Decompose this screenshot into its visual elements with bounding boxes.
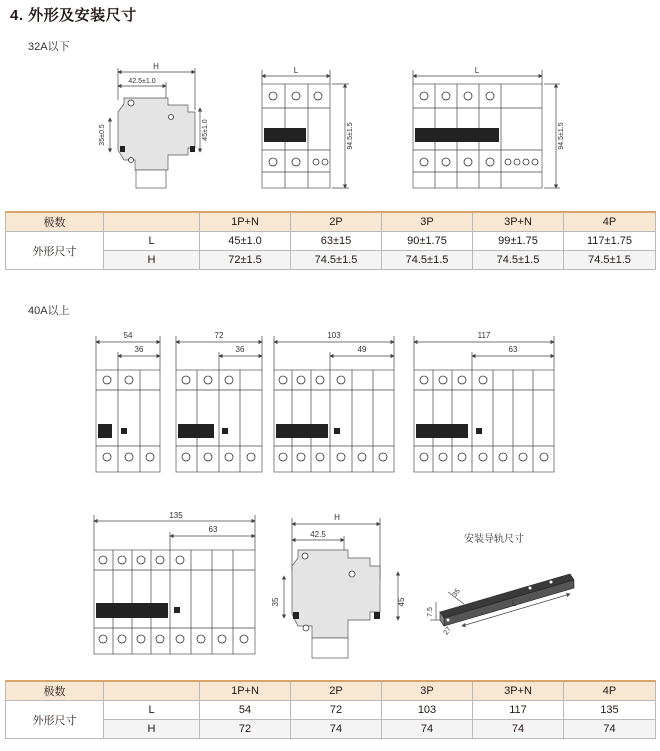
cell: 74.5±1.5 xyxy=(382,251,473,270)
dim-l-2: L xyxy=(474,66,480,75)
cell: 54 xyxy=(200,701,291,720)
header-2p: 2P xyxy=(291,681,382,701)
dim-63-a: 63 xyxy=(508,345,518,354)
dim-45: 45±1.0 xyxy=(202,119,209,141)
dim-36-a: 36 xyxy=(134,345,144,354)
dim-h: H xyxy=(153,62,159,71)
cell: 72 xyxy=(291,701,382,720)
spec-table-40a xyxy=(5,680,656,739)
header-3pn: 3P+N xyxy=(473,681,564,701)
dim-135: 135 xyxy=(169,511,183,520)
drawings-32a xyxy=(0,0,660,205)
cell: 99±1.75 xyxy=(473,232,564,251)
cell: 74 xyxy=(564,720,656,739)
row-param: H xyxy=(104,720,200,739)
cell: 135 xyxy=(564,701,656,720)
row-param: L xyxy=(104,701,200,720)
front-view-135 xyxy=(94,515,255,654)
dim-945-2: 94.5±1.5 xyxy=(558,122,565,150)
dim-945-1: 94.5±1.5 xyxy=(347,122,354,150)
table-row xyxy=(6,701,656,720)
dim-l-1: L xyxy=(293,66,299,75)
front-view-117 xyxy=(414,336,554,472)
rail-dim-35: 35 xyxy=(451,587,462,599)
spec-table-32a xyxy=(5,211,656,270)
dim-117: 117 xyxy=(477,331,491,340)
table-row xyxy=(6,720,656,739)
row-param: H xyxy=(104,251,200,270)
header-4p: 4P xyxy=(564,681,656,701)
dim-103: 103 xyxy=(327,331,341,340)
dim-54: 54 xyxy=(123,331,133,340)
cell: 74.5±1.5 xyxy=(291,251,382,270)
front-view-54 xyxy=(96,336,160,472)
header-1pn: 1P+N xyxy=(200,681,291,701)
row-group-label: 外形尺寸 xyxy=(6,701,104,739)
header-3p: 3P xyxy=(382,212,473,232)
cell: 74 xyxy=(291,720,382,739)
table-row xyxy=(6,251,656,270)
dim-35-40a: 35 xyxy=(271,597,280,607)
header-2p: 2P xyxy=(291,212,382,232)
cell: 45±1.0 xyxy=(200,232,291,251)
table-header-row xyxy=(6,681,656,701)
din-rail-drawing xyxy=(430,574,574,626)
header-3p: 3P xyxy=(382,681,473,701)
header-4p: 4P xyxy=(564,212,656,232)
dim-425-40a: 42.5 xyxy=(310,530,326,539)
dim-63-b: 63 xyxy=(208,525,218,534)
cell: 63±15 xyxy=(291,232,382,251)
rail-dim-75: 7.5 xyxy=(427,607,434,617)
dim-425: 42.5±1.0 xyxy=(128,78,156,85)
cell: 74.5±1.5 xyxy=(473,251,564,270)
table-row xyxy=(6,232,656,251)
cell: 74 xyxy=(382,720,473,739)
cell: 74 xyxy=(473,720,564,739)
header-1pn: 1P+N xyxy=(200,212,291,232)
section-32a-label: 32A以下 xyxy=(28,41,70,53)
cell: 72±1.5 xyxy=(200,251,291,270)
dim-h-40a: H xyxy=(334,513,340,522)
table-header-row xyxy=(6,212,656,232)
front-view-72 xyxy=(176,336,262,472)
section-40a-label: 40A以上 xyxy=(28,305,70,317)
drawings-40a xyxy=(0,320,660,672)
section-title: 4. 外形及安装尺寸 xyxy=(10,7,137,24)
dim-35: 35±0.5 xyxy=(99,124,106,146)
header-poles: 极数 xyxy=(6,212,104,232)
dim-36-b: 36 xyxy=(235,345,245,354)
side-view-32a xyxy=(110,68,200,188)
dim-72: 72 xyxy=(214,331,224,340)
header-3pn: 3P+N xyxy=(473,212,564,232)
cell: 117 xyxy=(473,701,564,720)
cell: 72 xyxy=(200,720,291,739)
cell: 103 xyxy=(382,701,473,720)
front-view-103 xyxy=(274,336,394,472)
rail-dim-l: L xyxy=(511,599,517,608)
row-param: L xyxy=(104,232,200,251)
cell: 117±1.75 xyxy=(564,232,656,251)
dim-45-40a: 45 xyxy=(397,597,406,607)
cell: 90±1.75 xyxy=(382,232,473,251)
header-poles: 极数 xyxy=(6,681,104,701)
row-group-label: 外形尺寸 xyxy=(6,232,104,270)
rail-dim-27: 27 xyxy=(442,625,453,637)
side-view-40a xyxy=(284,518,398,658)
rail-label: 安装导轨尺寸 xyxy=(464,534,524,545)
dim-49: 49 xyxy=(357,345,367,354)
cell: 74.5±1.5 xyxy=(564,251,656,270)
